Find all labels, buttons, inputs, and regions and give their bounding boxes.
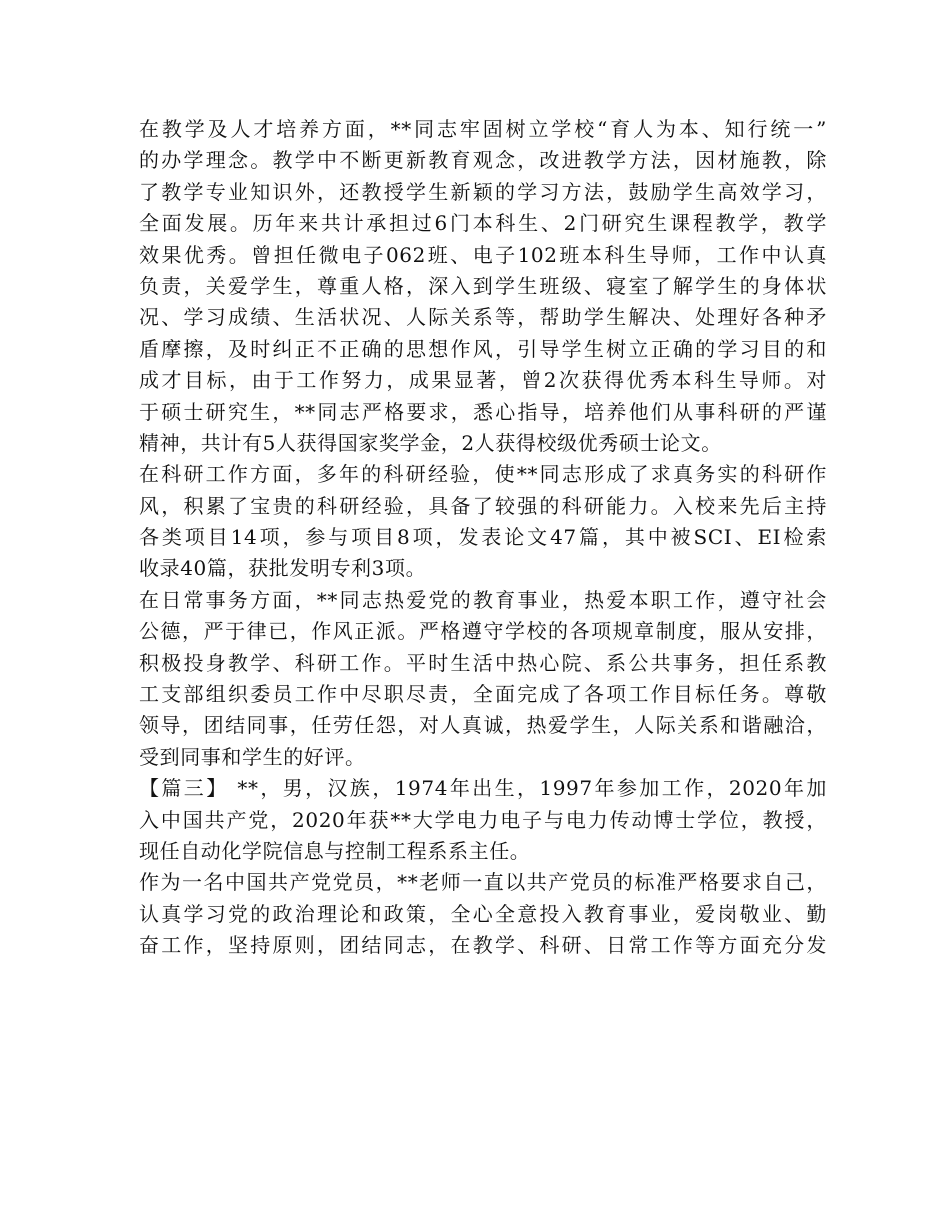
text-line: 奋工作，坚持原则，团结同志，在教学、科研、日常工作等方面充分发 xyxy=(139,933,827,958)
document-body xyxy=(139,114,827,962)
text-line: 效果优秀。曾担任微电子062班、电子102班本科生导师，工作中认真 xyxy=(139,242,827,267)
text-line: 的办学理念。教学中不断更新教育观念，改进教学方法，因材施教，除 xyxy=(139,148,827,173)
text-line: 作为一名中国共产党党员，**老师一直以共产党员的标准严格要求自己， xyxy=(139,870,827,895)
text-line: 在教学及人才培养方面，**同志牢固树立学校“育人为本、知行统一” xyxy=(139,117,827,141)
paragraph-end-line: 收录40篇，获批发明专利3项。 xyxy=(139,556,427,581)
text-line: 在日常事务方面，**同志热爱党的教育事业，热爱本职工作，遵守社会 xyxy=(139,587,827,612)
text-line: 工支部组织委员工作中尽职尽责，全面完成了各项工作目标任务。尊敬 xyxy=(139,682,827,707)
text-line: 入中国共产党，2020年获**大学电力电子与电力传动博士学位，教授， xyxy=(139,807,827,832)
text-line: 负责，关爱学生，尊重人格，深入到学生班级、寝室了解学生的身体状 xyxy=(139,273,827,298)
text-line: 各类项目14项，参与项目8项，发表论文47篇，其中被SCI、EI检索 xyxy=(139,525,827,550)
text-line: 成才目标，由于工作努力，成果显著，曾2次获得优秀本科生导师。对 xyxy=(139,368,827,393)
text-line: 风，积累了宝贵的科研经验，具备了较强的科研能力。入校来先后主持 xyxy=(139,493,827,518)
section-heading-line: 【篇三】 **，男，汉族，1974年出生，1997年参加工作，2020年加 xyxy=(139,776,827,801)
text-line: 了教学专业知识外，还教授学生新颖的学习方法，鼓励学生高效学习， xyxy=(139,179,827,204)
text-line: 领导，团结同事，任劳任怨，对人真诚，热爱学生，人际关系和谐融洽， xyxy=(139,713,827,738)
paragraph-end-line: 受到同事和学生的好评。 xyxy=(139,744,366,769)
text-line: 盾摩擦，及时纠正不正确的思想作风，引导学生树立正确的学习目的和 xyxy=(139,336,827,361)
text-line: 况、学习成绩、生活状况、人际关系等，帮助学生解决、处理好各种矛 xyxy=(139,305,827,330)
text-line: 全面发展。历年来共计承担过6门本科生、2门研究生课程教学，教学 xyxy=(139,211,827,236)
paragraph-end-line: 现任自动化学院信息与控制工程系系主任。 xyxy=(139,838,531,863)
text-line: 在科研工作方面，多年的科研经验，使**同志形成了求真务实的科研作 xyxy=(139,462,827,487)
paragraph-end-line: 精神，共计有5人获得国家奖学金，2人获得校级优秀硕士论文。 xyxy=(139,430,722,455)
text-line: 积极投身教学、科研工作。平时生活中热心院、系公共事务，担任系教 xyxy=(139,650,827,675)
text-line: 于硕士研究生，**同志严格要求，悉心指导，培养他们从事科研的严谨 xyxy=(139,399,827,424)
text-line: 认真学习党的政治理论和政策，全心全意投入教育事业，爱岗敬业、勤 xyxy=(139,901,827,926)
text-line: 公德，严于律已，作风正派。严格遵守学校的各项规章制度，服从安排， xyxy=(139,619,827,644)
